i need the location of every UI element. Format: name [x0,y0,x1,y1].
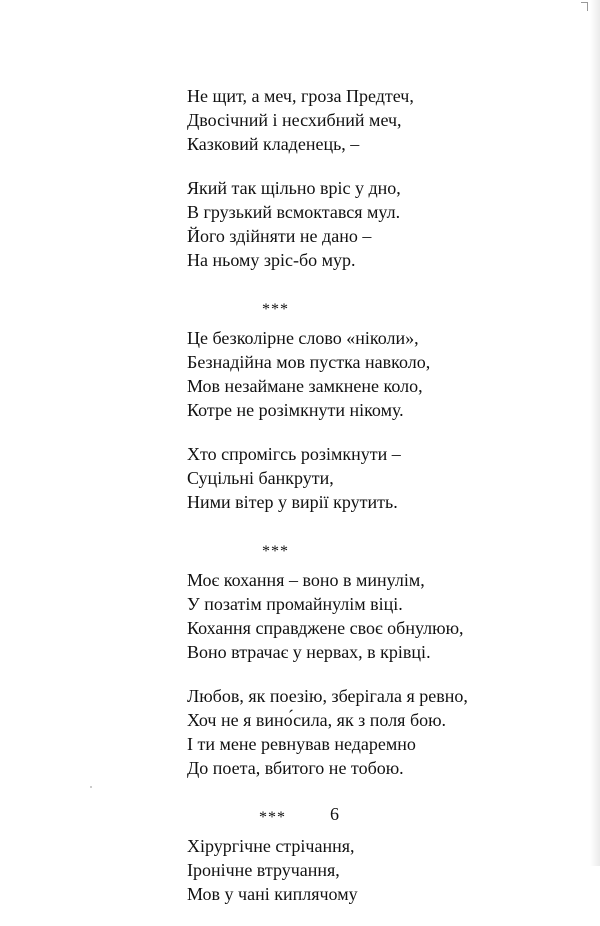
verse-line: Який так щільно вріс у дно, [187,178,401,198]
verse-line: Іронічне втручання, [187,860,340,880]
scan-speck [90,786,92,788]
verse-line: Мов незаймане замкнене коло, [187,376,423,396]
page-corner-mark [581,2,588,11]
stanza-5 [187,568,577,664]
section-separator: *** [259,809,286,826]
verse-line: Казковий кладенець, – [187,134,360,154]
verse-line: Моє кохання – воно в минулім, [187,570,425,590]
stanza-3 [187,326,577,422]
section-separator: *** [262,543,289,560]
verse-line: Двосічний і несхибний меч, [187,110,402,130]
verse-line: Хоч не я вино́сила, як з поля бою. [187,710,447,730]
verse-line: Безнадійна мов пустка навколо, [187,352,431,372]
verse-line: У позатім промайнулім віці. [187,594,403,614]
verse-line: І ти мене ревнував недаремно [187,734,416,754]
stanza-2 [187,176,577,272]
scan-edge-shadow [590,0,600,866]
stanza-1 [187,84,577,156]
verse-line: Воно втрачає у нервах, в крівці. [187,642,431,662]
verse-line: На ньому зріс-бо мур. [187,250,356,270]
verse-line: Любов, як поезію, зберігала я ревно, [187,686,468,706]
section-separator: *** [262,301,289,318]
page-number: 6 [330,804,339,824]
verse-line: Котре не розімкнути нікому. [187,400,404,420]
verse-line: Не щит, а меч, гроза Предтеч, [187,86,414,106]
verse-line: До поета, вбитого не тобою. [187,758,404,778]
verse-line: Суцільні банкрути, [187,468,334,488]
verse-line: Це безколірне слово «ніколи», [187,328,419,348]
poem-text [187,84,577,926]
verse-line: Його здійняти не дано – [187,226,372,246]
verse-line: Мов у чані киплячому [187,884,358,904]
verse-line: В грузький всмоктався мул. [187,202,401,222]
stanza-7 [187,834,577,906]
verse-line: Ними вітер у вирії крутить. [187,492,398,512]
stanza-6 [187,684,577,780]
verse-line: Хто спромігсь розімкнути – [187,444,401,464]
stanza-4 [187,442,577,514]
verse-line: Кохання справджене своє обнулюю, [187,618,464,638]
verse-line: Хірургічне стрічання, [187,836,355,856]
